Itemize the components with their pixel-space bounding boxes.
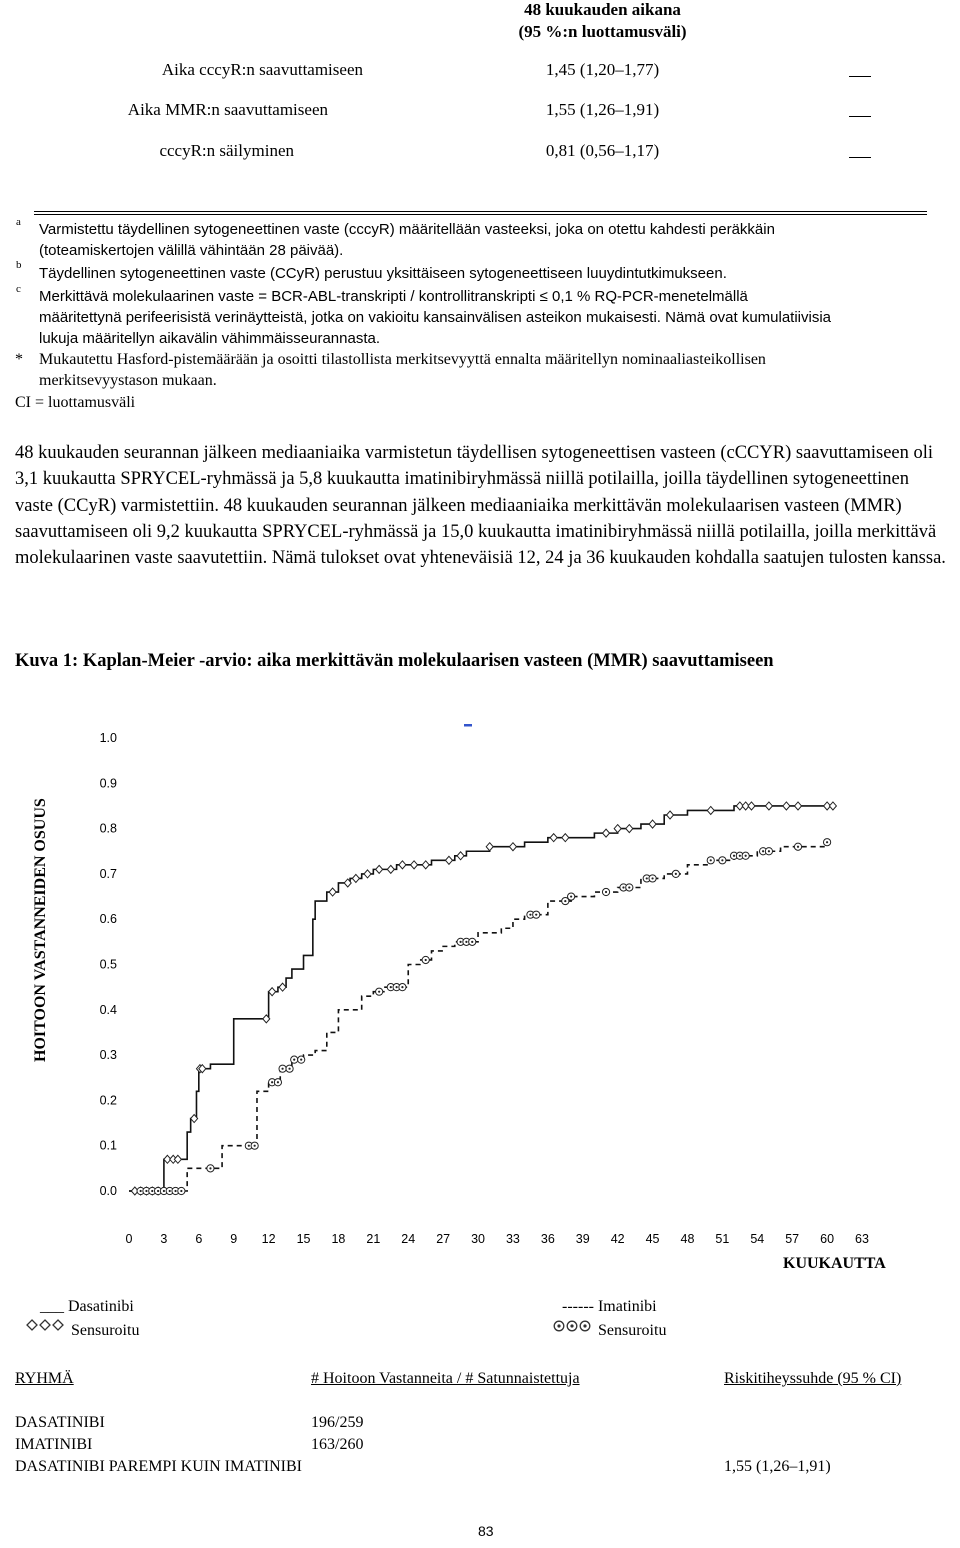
dasatinib-censor-marker — [829, 802, 836, 810]
dasatinib-censor-marker — [387, 865, 394, 873]
y-tick-label: 0.7 — [99, 866, 117, 881]
dasatinib-censor-marker — [445, 856, 452, 864]
footnote-c-mark: c — [16, 283, 21, 295]
x-tick-label: 21 — [366, 1232, 381, 1246]
dasatinib-censor-marker — [667, 811, 674, 819]
imatinib-censor-marker-dot — [733, 855, 735, 857]
imatinib-censor-marker-dot — [145, 1190, 147, 1192]
y-tick-label: 0.5 — [99, 957, 117, 972]
results-header-ratio: # Hoitoon Vastanneita / # Satunnaistettuja — [311, 1370, 580, 1387]
dasatinib-censor-marker — [707, 806, 714, 814]
table-rule-bottom — [34, 214, 927, 215]
legend-imatinib-line: ------ — [562, 1298, 594, 1315]
kaplan-meier-chart — [0, 700, 960, 1280]
summary-row-value-1: 1,45 (1,20–1,77) — [545, 60, 660, 79]
y-tick-label: 0.1 — [99, 1138, 117, 1153]
x-tick-label: 24 — [401, 1232, 416, 1246]
x-tick-labels — [126, 1232, 869, 1246]
results-row-comparison-group: DASATINIBI PAREMPI KUIN IMATINIBI — [15, 1458, 302, 1475]
legend-dasatinib-censor-icon — [26, 1319, 66, 1333]
dasatinib-censor-marker — [550, 834, 557, 842]
results-row-comparison-hr: 1,55 (1,26–1,91) — [724, 1458, 831, 1475]
results-row-imatinib-group: IMATINIBI — [15, 1436, 93, 1453]
y-tick-label: 0.9 — [99, 776, 117, 791]
dasatinib-censor-marker — [562, 834, 569, 842]
dasatinib-censor-marker — [279, 983, 286, 991]
chart-censor-markers — [131, 802, 836, 1195]
table-col-header-line2: (95 %:n luottamusväli) — [518, 22, 687, 41]
footnote-a-line2: (toteamiskertojen välillä vähintään 28 päivää). — [39, 242, 344, 259]
footnote-c-line2: määritettynä perifeerisistä verinäytteistä, jotka on vakioitu kansainvälisen asteikon mukaisesti. Nämä ovat kumulatiivisia — [39, 309, 832, 326]
imatinib-censor-marker-dot — [281, 1068, 283, 1070]
results-header-group: RYHMÄ — [15, 1370, 74, 1387]
imatinib-censor-marker-dot — [826, 841, 828, 843]
dasatinib-censor-marker — [457, 852, 464, 860]
dasatinib-censor-marker — [795, 802, 802, 810]
y-tick-label: 0.0 — [99, 1184, 117, 1198]
imatinib-censor-marker-dot — [169, 1190, 171, 1192]
x-tick-label: 42 — [610, 1232, 625, 1246]
dasatinib-censor-marker — [649, 820, 656, 828]
imatinib-censor-marker-dot — [797, 846, 799, 848]
x-tick-label: 18 — [331, 1232, 346, 1246]
table-rule-top — [34, 211, 927, 212]
chart-x-axis-label: KUUKAUTTA — [783, 1255, 886, 1272]
summary-row-value-3: 0,81 (0,56–1,17) — [545, 141, 660, 160]
imatinib-censor-marker-dot — [180, 1190, 182, 1192]
body-paragraph: 48 kuukauden seurannan jälkeen mediaaniaika varmistetun täydellisen sytogeneettisen vasteen (cCCYR) saavuttamiseen oli 3,1 kuukautta SPRYCEL-ryhmässä ja 5,8 kuukautta imatinibiryhmässä niillä potilailla, joilla täydellinen sytogeneettinen vaste (CCyR) varmistettiin. 48 kuukauden seurannan jälkeen mediaaniaika merkittävän molekulaarisen vasteen (MMR) saavuttamiseen oli 9,2 kuukautta SPRYCEL-ryhmässä ja 15,0 kuukautta imatinibiryhmässä niillä potilailla, joilla merkittävä molekulaarinen vaste saavutettiin. Nämä tulokset ovat yhteneväisiä 12, 24 ja 36 kuukauden kohdalla saatujen tulosten kanssa. — [15, 443, 946, 569]
legend-dasatinib-censor: Sensuroitu — [71, 1322, 140, 1339]
imatinib-censor-marker-dot — [471, 941, 473, 943]
imatinib-censor-marker-dot — [209, 1167, 211, 1169]
dasatinib-censor-marker — [399, 861, 406, 869]
x-tick-label: 3 — [160, 1232, 168, 1246]
x-tick-label: 45 — [645, 1232, 660, 1246]
y-tick-label: 1.0 — [99, 731, 117, 745]
dasatinib-censor-marker — [376, 865, 383, 873]
chart-y-axis-label: HOITOON VASTANNEIDEN OSUUS — [32, 798, 49, 1062]
imatinib-censor-marker-dot — [739, 855, 741, 857]
imatinib-censor-marker-dot — [174, 1190, 176, 1192]
summary-row-empty-3 — [849, 157, 871, 158]
dasatinib-curve — [129, 806, 833, 1191]
table-col-header-line1: 48 kuukauden aikana — [524, 0, 681, 19]
y-tick-labels — [100, 731, 117, 1198]
x-tick-label: 15 — [296, 1232, 311, 1246]
footnote-star-line1: Mukautettu Hasford-pistemäärään ja osoitti tilastollista merkitsevyyttä ennalta määritellyn nominaaliasteikollisen — [39, 351, 766, 368]
imatinib-censor-marker-dot — [151, 1190, 153, 1192]
dasatinib-censor-marker — [364, 870, 371, 878]
legend-imatinib — [562, 1298, 657, 1316]
imatinib-censor-marker-dot — [396, 986, 398, 988]
chart-series — [129, 806, 833, 1191]
x-tick-label: 33 — [505, 1232, 520, 1246]
imatinib-censor-marker-dot — [745, 855, 747, 857]
imatinib-censor-marker-dot — [425, 959, 427, 961]
imatinib-censor-marker-dot — [248, 1145, 250, 1147]
footnote-c-line3: lukuja määritellyn aikavälin vähimmäisseurannasta. — [39, 330, 380, 347]
imatinib-censor-marker-dot — [459, 941, 461, 943]
summary-row-label-3: cccyR:n säilyminen — [159, 141, 294, 160]
imatinib-curve — [129, 842, 827, 1191]
footnote-star-mark: * — [15, 351, 23, 368]
dasatinib-censor-marker — [626, 825, 633, 833]
legend-dasatinib-label: Dasatinibi — [68, 1298, 134, 1315]
summary-row-label-2: Aika MMR:n saavuttamiseen — [127, 100, 328, 119]
imatinib-censor-marker-dot — [288, 1068, 290, 1070]
imatinib-censor-marker-dot — [300, 1059, 302, 1061]
imatinib-censor-marker-dot — [529, 914, 531, 916]
results-row-dasatinib-ratio: 196/259 — [311, 1414, 364, 1431]
results-header-hr: Riskitiheyssuhde (95 % CI) — [724, 1370, 902, 1387]
imatinib-censor-marker-dot — [140, 1190, 142, 1192]
footnote-c-line1: Merkittävä molekulaarinen vaste = BCR-ABL-transkripti / kontrollitranskripti ≤ 0,1 % RQ-PCR-menetelmällä — [39, 288, 748, 305]
legend-dasatinib-line: ___ — [40, 1298, 64, 1315]
imatinib-censor-marker-dot — [254, 1145, 256, 1147]
summary-row-value-2: 1,55 (1,26–1,91) — [545, 100, 660, 119]
x-tick-label: 27 — [436, 1232, 451, 1246]
x-tick-label: 57 — [785, 1232, 800, 1246]
y-tick-label: 0.4 — [99, 1002, 117, 1017]
imatinib-censor-marker-dot — [390, 986, 392, 988]
dasatinib-censor-marker — [509, 843, 516, 851]
imatinib-censor-marker-dot — [628, 886, 630, 888]
imatinib-censor-marker-dot — [564, 900, 566, 902]
x-tick-label: 48 — [680, 1232, 695, 1246]
y-tick-label: 0.8 — [99, 821, 117, 836]
footnote-b-line1: Täydellinen sytogeneettinen vaste (CCyR) perustuu yksittäiseen sytogeneettiseen luuydintutkimukseen. — [39, 265, 727, 282]
imatinib-censor-marker-dot — [157, 1190, 159, 1192]
x-tick-label: 6 — [195, 1232, 203, 1246]
x-tick-label: 54 — [750, 1232, 765, 1246]
x-tick-label: 36 — [540, 1232, 555, 1246]
page-number: 83 — [478, 1523, 494, 1539]
imatinib-censor-marker-dot — [401, 986, 403, 988]
x-tick-label: 0 — [125, 1232, 133, 1246]
imatinib-censor-marker-dot — [163, 1190, 165, 1192]
dasatinib-censor-marker — [174, 1155, 181, 1163]
imatinib-censor-marker-dot — [646, 877, 648, 879]
imatinib-censor-marker-dot — [570, 895, 572, 897]
imatinib-censor-marker-dot — [762, 850, 764, 852]
dasatinib-censor-marker — [352, 874, 359, 882]
dasatinib-censor-marker — [422, 861, 429, 869]
imatinib-censor-marker-dot — [675, 873, 677, 875]
x-tick-label: 63 — [855, 1232, 869, 1246]
footnote-a-line1: Varmistettu täydellinen sytogeneettinen vaste (cccyR) määritellään vasteeksi, joka on otettu kahdesti peräkkäin — [39, 221, 775, 238]
x-tick-label: 12 — [261, 1232, 276, 1246]
dasatinib-censor-marker — [486, 843, 493, 851]
imatinib-censor-marker-dot — [293, 1059, 295, 1061]
y-tick-label: 0.3 — [99, 1048, 117, 1063]
imatinib-censor-marker-dot — [721, 859, 723, 861]
legend-imatinib-label: Imatinibi — [597, 1298, 657, 1315]
footnote-ci: CI = luottamusväli — [15, 394, 136, 411]
x-tick-label: 51 — [715, 1232, 730, 1246]
footnote-b-mark: b — [16, 259, 22, 271]
legend-imatinib-censor-icon — [553, 1320, 593, 1334]
imatinib-censor-marker-dot — [622, 886, 624, 888]
dasatinib-censor-marker — [614, 825, 621, 833]
summary-row-label-1: Aika cccyR:n saavuttamiseen — [161, 60, 363, 79]
x-tick-label: 39 — [575, 1232, 590, 1246]
dasatinib-censor-marker — [603, 829, 610, 837]
imatinib-censor-marker-dot — [378, 991, 380, 993]
summary-row-empty-1 — [849, 76, 871, 77]
imatinib-censor-marker-dot — [605, 891, 607, 893]
dasatinib-censor-marker — [329, 888, 336, 896]
imatinib-censor-marker-dot — [710, 859, 712, 861]
legend-imatinib-censor: Sensuroitu — [598, 1322, 667, 1339]
footnote-star-line2: merkitsevyystason mukaan. — [39, 372, 217, 389]
dasatinib-censor-marker — [765, 802, 772, 810]
summary-row-empty-2 — [849, 116, 871, 117]
dasatinib-censor-marker — [783, 802, 790, 810]
x-tick-label: 60 — [820, 1232, 835, 1246]
figure-title: Kuva 1: Kaplan-Meier -arvio: aika merkittävän molekulaarisen vasteen (MMR) saavuttamiseen — [15, 651, 774, 671]
imatinib-censor-marker-dot — [651, 877, 653, 879]
dasatinib-censor-marker — [269, 988, 276, 996]
x-tick-label: 9 — [230, 1232, 238, 1246]
imatinib-censor-marker-dot — [535, 914, 537, 916]
x-tick-label: 30 — [471, 1232, 486, 1246]
footnote-a-mark: a — [16, 216, 21, 228]
results-row-dasatinib-group: DASATINIBI — [15, 1414, 105, 1431]
stray-mark — [464, 724, 472, 727]
imatinib-censor-marker-dot — [271, 1081, 273, 1083]
results-row-imatinib-ratio: 163/260 — [311, 1436, 364, 1453]
legend-dasatinib — [40, 1298, 134, 1316]
imatinib-censor-marker-dot — [465, 941, 467, 943]
imatinib-censor-marker-dot — [768, 850, 770, 852]
dasatinib-censor-marker — [411, 861, 418, 869]
y-tick-label: 0.2 — [99, 1093, 117, 1108]
y-tick-label: 0.6 — [99, 912, 117, 927]
dasatinib-censor-marker — [748, 802, 755, 810]
imatinib-censor-marker-dot — [277, 1081, 279, 1083]
